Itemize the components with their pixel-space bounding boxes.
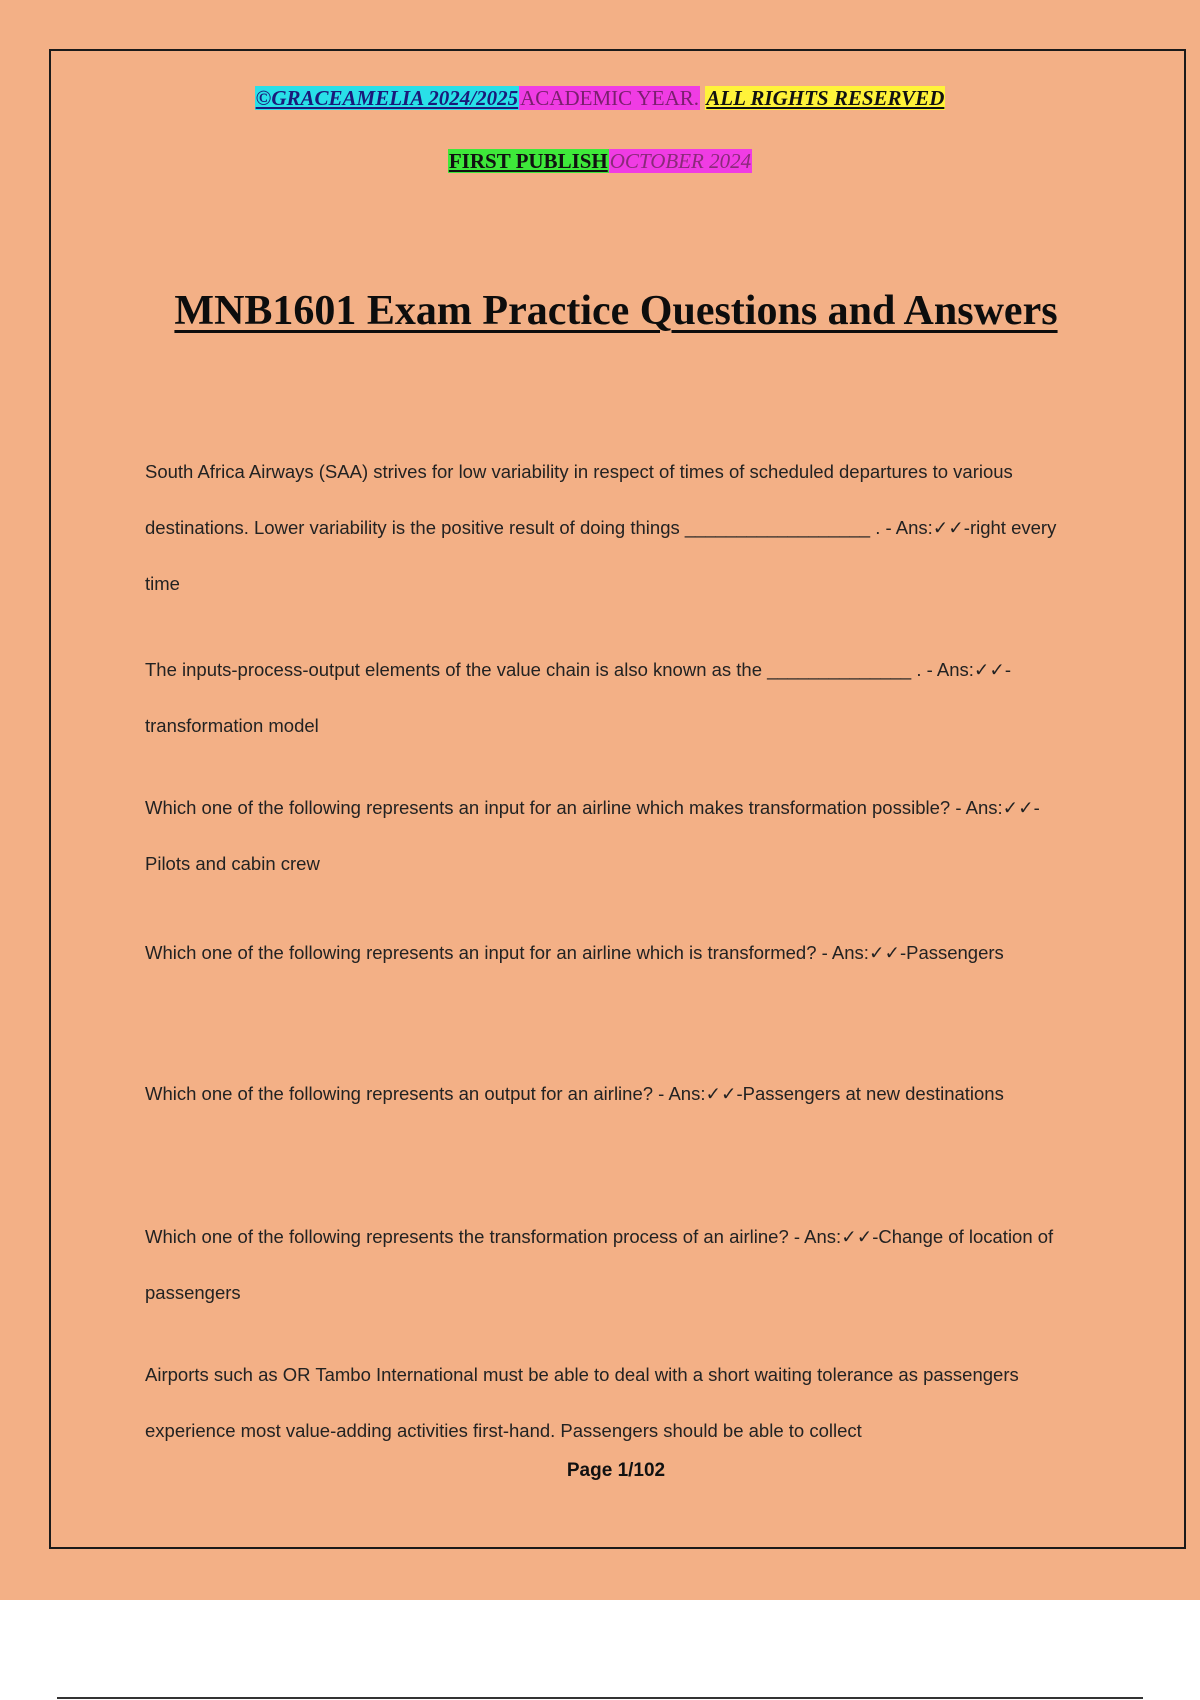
rights-label: ALL RIGHTS RESERVED [706,86,945,110]
academic-year-label: ACADEMIC YEAR. [520,86,700,110]
answer-text: Ans:✓✓-transformation model [145,659,1012,736]
header-line-1 [0,85,1200,111]
divider [57,1697,1143,1699]
qa-item [145,444,1085,612]
qa-item [145,1066,1085,1122]
header-line-2 [0,148,1200,174]
question-text: Which one of the following represents the transformation process of an airline? - [145,1226,801,1247]
qa-item [145,642,1085,754]
answer-text: Ans:✓✓-Pilots and cabin crew [145,797,1040,874]
first-publish-label: FIRST PUBLISH [448,149,608,173]
qa-item [145,1209,1085,1321]
question-text: Airports such as OR Tambo International must be able to deal with a short waiting tolerance as passengers experience most value-adding activities first-hand. Passengers should be able to collect [145,1364,1019,1441]
answer-text: Ans:✓✓-right every time [145,517,1057,594]
qa-item [145,1347,1085,1459]
document-title: MNB1601 Exam Practice Questions and Answers [174,288,1058,334]
publish-date-label: OCTOBER 2024 [609,149,752,173]
answer-text: Ans:✓✓-Passengers at new destinations [668,1083,1004,1104]
page-number: Page 1/102 [566,1460,666,1481]
question-text: Which one of the following represents an input for an airline which is transformed? - [145,942,828,963]
question-text: Which one of the following represents an output for an airline? - [145,1083,665,1104]
qa-item [145,925,1085,981]
question-text: South Africa Airways (SAA) strives for low variability in respect of times of scheduled departures to various destinations. Lower variability is the positive result of doing things __________________ . - [145,461,1013,538]
question-text: Which one of the following represents an input for an airline which makes transformation possible? - [145,797,962,818]
answer-text: Ans:✓✓-Passengers [831,942,1004,963]
qa-item [145,780,1085,892]
question-text: The inputs-process-output elements of the value chain is also known as the ______________ . - [145,659,933,680]
answer-text: Ans:✓✓-Change of location of passengers [145,1226,1054,1303]
copyright-label: ©GRACEAMELIA 2024/2025 [255,86,519,110]
